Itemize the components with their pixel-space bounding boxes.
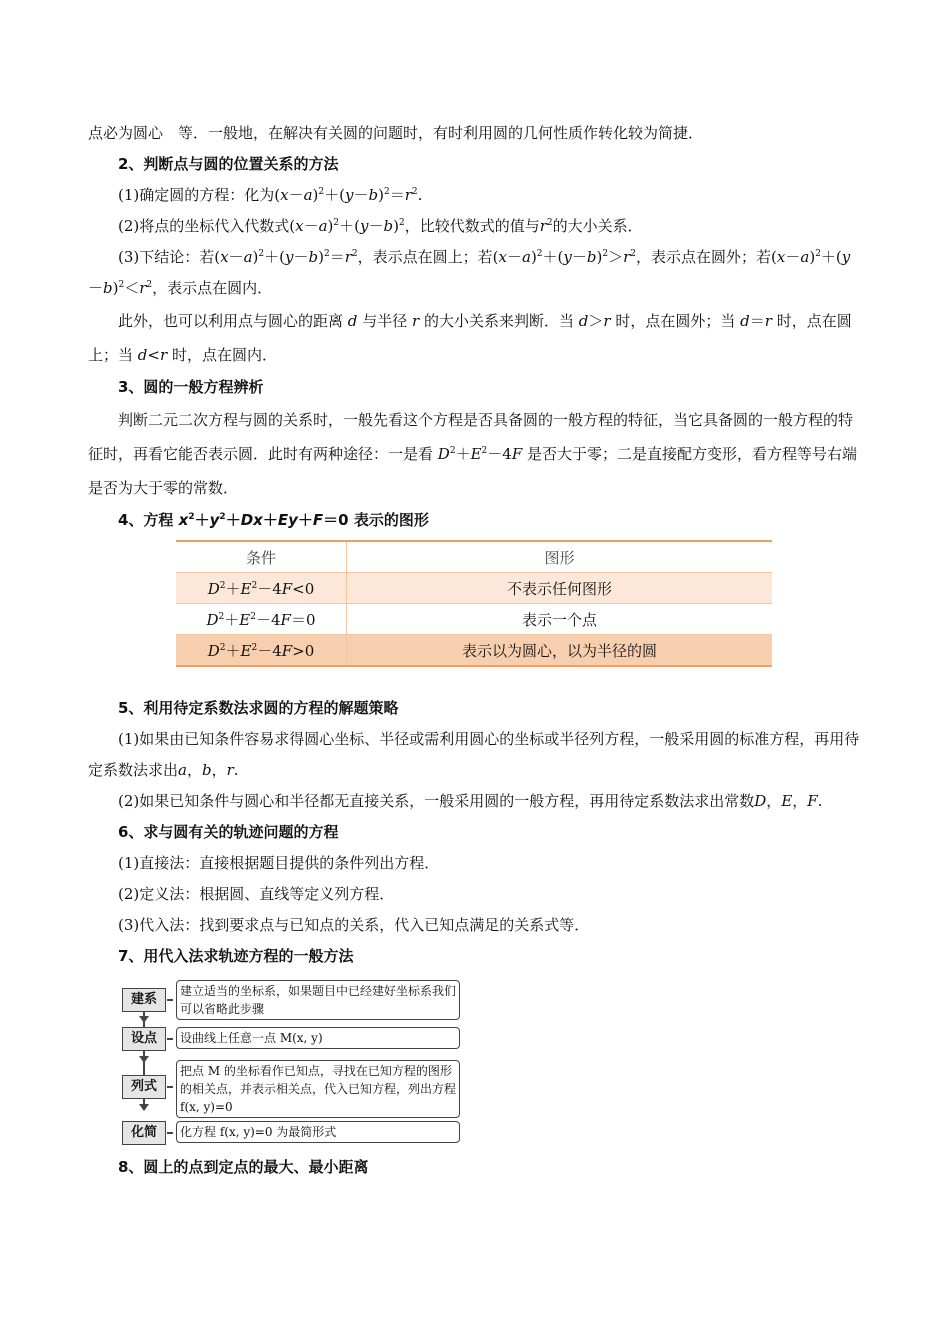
table-row [176, 573, 772, 604]
flow-desc-simplify: 化方程 f(x, y)=0 为最简形式 [176, 1121, 460, 1143]
section2-heading: 2、判断点与圆的位置关系的方法 [118, 155, 339, 173]
flow-step-build: 建系 [122, 988, 166, 1012]
table-cell-condition: $D^2+E^2-4F<0$ [176, 573, 347, 604]
s5-p2: (2)如果已知条件与圆心和半径都无直接关系，一般采用圆的一般方程，再用待定系数法求出常数D，E，F. [118, 792, 823, 810]
section8-heading: 8、圆上的点到定点的最大、最小距离 [118, 1158, 369, 1176]
s6-p2: (2)定义法：根据圆、直线等定义列方程． [118, 885, 395, 903]
flow-desc-build: 建立适当的坐标系，如果题目中已经建好坐标系我们可以省略此步骤 [176, 980, 460, 1020]
s6-p3: (3)代入法：找到要求点与已知点的关系，代入已知点满足的关系式等． [118, 916, 590, 934]
table-cell-condition: $D^2+E^2-4F=0$ [176, 604, 347, 635]
table-cell-shape: 不表示任何图形 [347, 573, 773, 604]
section7-heading: 7、用代入法求轨迹方程的一般方法 [118, 947, 354, 965]
section5-heading: 5、利用待定系数法求圆的方程的解题策略 [118, 699, 399, 717]
s3-paragraph: 判断二元二次方程与圆的关系时，一般先看这个方程是否具备圆的一般方程的特征，当它具备圆的一般方程的特征时，再看它能否表示圆．此时有两种途径：一是看 $D^2+E^2-4F$ 是否大于零；二是直接配方变形，看方程等号右端是否为大于零的常数． [88, 411, 858, 497]
intro-text: 点必为圆心 等．一般地，在解决有关圆的问题时，有时利用圆的几何性质作转化较为简捷． [88, 124, 704, 142]
table-row [176, 635, 772, 667]
s5-p1: (1)如果由已知条件容易求得圆心坐标、半径或需利用圆心的坐标或半径列方程，一般采用圆的标准方程，再用待定系数法求出a，b，r. [88, 730, 860, 779]
arrow-down-icon [139, 1104, 149, 1111]
table-row [176, 604, 772, 635]
table-header-cell: 条件 [176, 541, 347, 573]
section6-heading: 6、求与圆有关的轨迹问题的方程 [118, 823, 339, 841]
flow-step-set-point: 设点 [122, 1027, 166, 1051]
flow-link [167, 1086, 173, 1088]
flow-step-formula: 列式 [122, 1075, 166, 1099]
s2-line1: (1)确定圆的方程：化为$(x-a)^2+(y-b)^2=r^2$. [118, 186, 423, 204]
section3-heading: 3、圆的一般方程辨析 [118, 378, 264, 396]
arrow-down-icon [139, 1016, 149, 1023]
table-cell-condition: $D^2+E^2-4F>0$ [176, 635, 347, 667]
flow-link [167, 1132, 173, 1134]
flow-step-simplify: 化简 [122, 1121, 166, 1145]
table-cell-shape: 表示一个点 [347, 604, 773, 635]
s6-p1: (1)直接法：直接根据题目提供的条件列出方程． [118, 854, 440, 872]
flow-link [167, 999, 173, 1001]
flow-link [167, 1038, 173, 1040]
condition-table [176, 540, 772, 667]
section4-heading: 4、方程 $x^2+y^2+Dx+Ey+F=0$ 表示的图形 [118, 511, 429, 529]
s2-paragraph: 此外，也可以利用点与圆心的距离 d 与半径 r 的大小关系来判断．当 d＞r 时，点在圆外；当 d＝r 时，点在圆上；当 d<r 时，点在圆内． [88, 312, 852, 364]
s2-line3: (3)下结论：若$(x-a)^2+(y-b)^2=r^2$，表示点在圆上；若$(x-a)^2+(y-b)^2>r^2$，表示点在圆外；若$(x-a)^2+(y-b)^2<r^2$，表示点在圆内． [88, 248, 851, 297]
page-content [88, 118, 864, 1183]
flowchart [88, 978, 488, 1146]
table-header-cell: 图形 [347, 541, 773, 573]
flow-desc-set-point: 设曲线上任意一点 M(x, y) [176, 1027, 460, 1049]
arrow-down-icon [139, 1056, 149, 1063]
table-cell-shape: 表示以为圆心，以为半径的圆 [347, 635, 773, 667]
s2-line2: (2)将点的坐标代入代数式$(x-a)^2+(y-b)^2$，比较代数式的值与$r^2$的大小关系． [118, 217, 643, 235]
table-header-row [176, 541, 772, 573]
flow-desc-formula: 把点 M 的坐标看作已知点，寻找在已知方程的图形的相关点，并表示相关点，代入已知方程，列出方程 f(x, y)=0 [176, 1060, 460, 1118]
